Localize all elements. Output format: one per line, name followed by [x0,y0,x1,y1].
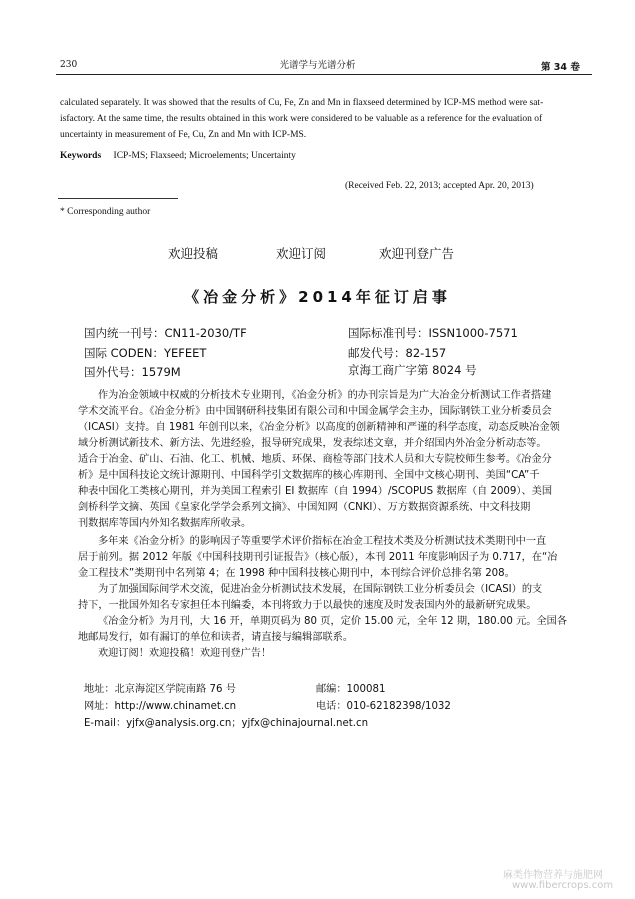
keywords [60,148,296,164]
ad-title: 《冶金分析》2014年征订启事 [184,288,451,306]
volume-number: 第 34 卷 [541,62,580,73]
invite-advertising: 欢迎刊登广告 [379,246,455,261]
text-line: 剑桥科学文摘、英国《皇家化学学会系列文摘》、中国知网（CNKI）、万方数据资源系统、中文科技期 [78,502,531,513]
paragraph-pricing [78,614,574,646]
paragraph-intro [78,388,574,532]
text-line: 为了加强国际间学术交流，促进冶金分析测试技术发展，在国际钢铁工业分析委员会（ICASI）的支 [98,584,543,595]
text-line: 学术交流平台。《冶金分析》由中国钢研科技集团有限公司和中国金属学会主办，国际钢铁工业分析委员会 [78,406,552,417]
text-line: 《冶金分析》为月刊，大 16 开，单期页码为 80 页，定价 15.00 元，全年 12 期，180.00 元。全国各 [98,616,568,627]
text-line: 持下，一批国外知名专家担任本刊编委，本刊将致力于以最快的速度及时发表国内外的最新研究成果。 [78,600,537,611]
journal-name: 光谱学与光谱分析 [279,60,356,71]
text-line: 欢迎订阅！欢迎投稿！欢迎刊登广告！ [98,648,272,659]
text-line: 作为冶金领域中权威的分析技术专业期刊，《冶金分析》的办刊宗旨是为广大冶金分析测试工作者搭建 [98,390,552,401]
paragraph-exchange [78,582,574,614]
paragraph-impact [78,534,574,582]
text-line: 适合于冶金、矿山、石油、化工、机械、地质、环保、商检等部门技术人员和大专院校师生参考。《冶金分 [78,454,552,465]
coden: 国际 CODEN：YEFEET [84,346,207,360]
contact-address: 地址：北京海淀区学院南路 76 号 [84,684,236,695]
header-rule [56,74,592,75]
contact-zip: 邮编：100081 [316,684,386,695]
text-line: 居于前列。据 2012 年版《中国科技期刊引证报告》（核心版），本刊 2011 年度影响因子为 0.717，在“冶 [78,552,558,563]
text-line: 地邮局发行，如有漏订的单位和读者，请直接与编辑部联系。 [78,632,354,643]
page-number: 230 [60,60,78,70]
keywords-text: ICP-MS; Flaxseed; Microelements; Uncertainty [113,151,296,161]
invite-subscription: 欢迎订阅 [276,246,327,261]
text-line: 多年来《冶金分析》的影响因子等重要学术评价指标在冶金工程技术类及分析测试技术类期刊中一直 [98,536,547,547]
text-line: 域分析测试新技术、新方法、先进经验，报导研究成果，发表综述文章，并介绍国内外冶金分析动态等。 [78,438,547,449]
watermark-name: 麻类作物营养与施肥网 [503,870,603,881]
corresponding-author-note: * Corresponding author [60,207,151,217]
text-line: 析》是中国科技论文统计源期刊、中国科学引文数据库的核心库期刊、全国中文核心期刊、美国“CA”千 [78,470,540,481]
contact-email[interactable]: E-mail：yjfx@analysis.org.cn；yjfx@chinajournal.net.cn [84,718,369,729]
contact-phone: 电话：010-62182398/1032 [316,701,451,712]
abstract-line: calculated separately. It was showed that the results of Cu, Fe, Zn and Mn in flaxseed determined by ICP-MS method were sat- [60,98,544,108]
issn-cn: 国内统一刊号：CN11-2030/TF [84,326,247,340]
invite-submission: 欢迎投稿 [168,246,219,261]
footnote-rule [58,198,178,199]
watermark-url: www.fibercrops.com [512,880,614,891]
keywords-label: Keywords [60,151,102,161]
foreign-code: 国外代号：1579M [84,365,181,379]
text-line: 刊数据库等国内外知名数据库所收录。 [78,518,252,529]
abstract-line: uncertainty in measurement of Fe, Cu, Zn and Mn with ICP-MS. [60,130,307,140]
ad-license: 京海工商广字第 8024 号 [348,363,477,377]
abstract-line: isfactory. At the same time, the results obtained in this work were considered to be valuable as a reference for the evaluation of [60,114,543,124]
received-dates: (Received Feb. 22, 2013; accepted Apr. 20, 2013) [345,181,534,191]
text-line: 种表中国化工类核心期刊，并为美国工程索引 EI 数据库（自 1994）/SCOPUS 数据库（自 2009）、美国 [78,486,553,497]
postal-code: 邮发代号：82-157 [348,346,447,360]
abstract-tail [60,95,596,143]
paragraph-welcome [78,646,574,662]
text-line: 金工程技术”类期刊中名列第 4；在 1998 种中国科技核心期刊中，本刊综合评价总排名第 208。 [78,568,515,579]
text-line: （ICASI）支持。自 1981 年创刊以来，《冶金分析》以高度的创新精神和严谨的科学态度，动态反映冶金领 [78,422,560,433]
contact-website[interactable]: 网址：http://www.chinamet.cn [84,701,237,712]
issn: 国际标准刊号：ISSN1000-7571 [348,326,518,340]
